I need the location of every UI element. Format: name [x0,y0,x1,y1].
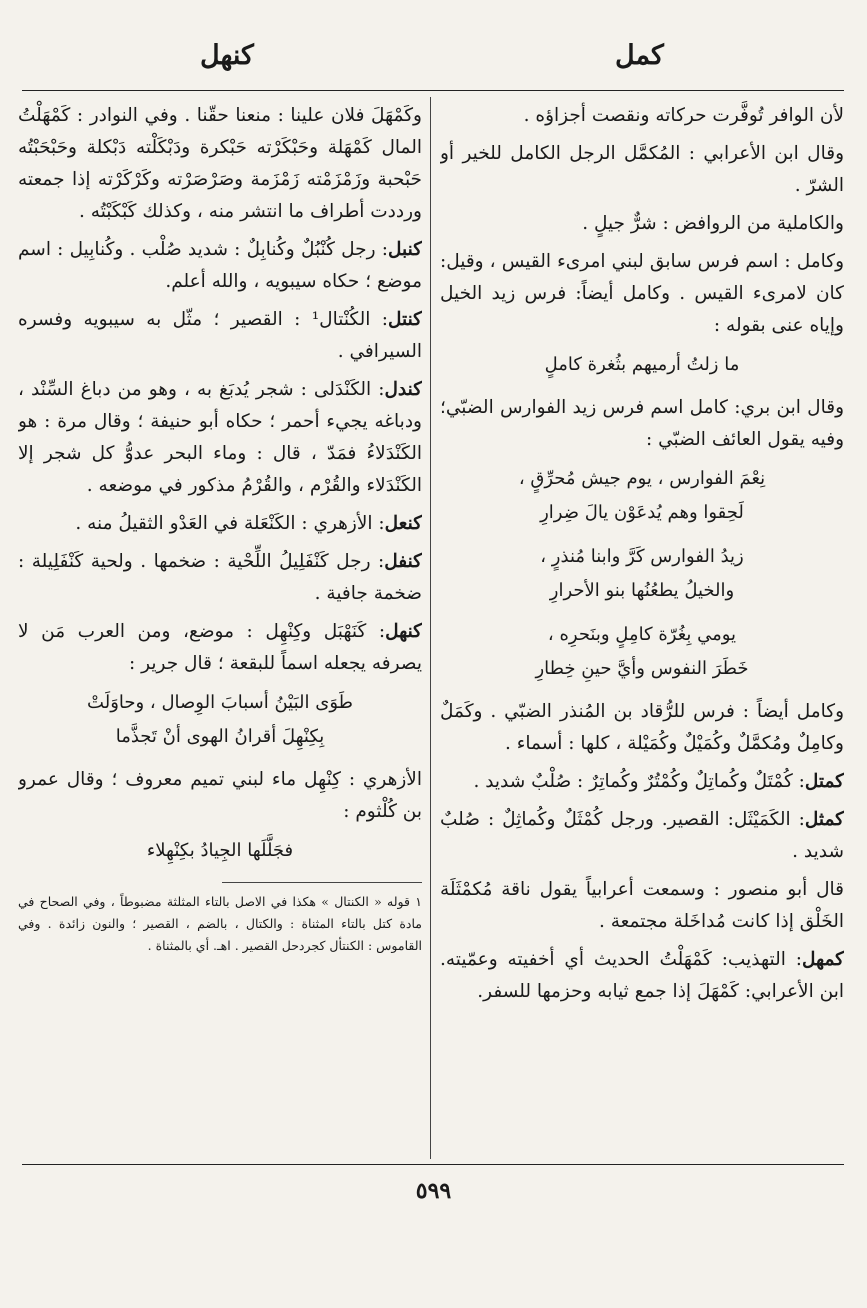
entry-headword: كنتل [388,309,422,330]
dictionary-entry [18,374,422,502]
verse-line: لَحِقوا وهم يُدعَوْن يالَ ضِرارِ [540,502,744,523]
entry-text: : رجل كَنْفَلِيلُ اللِّحْية : ضخمها . ولحية كَنْفَلِيلة : ضخمة جافية . [18,551,422,604]
verse-line: طَوَى البَيْنُ أسبابَ الوِصال ، وحاوَلَتْ [87,692,353,713]
top-rule [22,90,844,91]
verse-line: نِعْمَ الفوارس ، يوم جيش مُحرِّقٍ ، [518,468,766,489]
dictionary-entry [18,508,422,540]
right-column [440,100,844,1155]
dictionary-entry [18,616,422,680]
paragraph: وكامل : اسم فرس سابق لبني امرىء القيس ، وقيل: كان لامرىء القيس . وكامل أيضاً: فرس زيد الخيل وإياه عنى بقوله : [440,251,844,336]
entry-headword: كندل [384,379,422,400]
entry-headword: كمثل [804,809,844,830]
verse-block [440,348,844,382]
entry-headword: كنفل [384,551,422,572]
entry-headword: كنعل [384,513,422,534]
footnote-separator [222,882,422,883]
verse-block [18,686,422,754]
footnote: ١ قوله « الكنتال » هكذا في الاصل بالتاء المثلثة مضبوطاً ، وفي الصحاح في مادة كتل بالتاء المثناة : والكتال ، بالضم ، القصير ؛ والنون زائدة . وفي القاموس : الكنتأل كجردحل القصير . اهـ. أي بالمثناة . [18,894,422,953]
dictionary-entry [440,766,844,798]
paragraph: وقال ابن بري: كامل اسم فرس زيد الفوارس الضبّي؛ وفيه يقول العائف الضبّي : [440,397,844,450]
entry-text: : الكُنْتال¹ : القصير ؛ مثّل به سيبويه وفسره السيرافي . [18,309,422,362]
header-word-right: كمل [615,40,664,71]
verse-line: زيدُ الفوارس كَرَّ وابنا مُنذرٍ ، [540,546,744,567]
verse-line: فجَلَّلَها الجِيادُ بكِنْهِلاء [146,840,294,861]
entry-text: : رجل كُنْبُلٌ وكُنابِلٌ : شديد صُلْب . وكُنابِيل : اسم موضع ؛ حكاه سيبويه ، والله أعلم. [18,239,422,292]
entry-text: : التهذيب: كَمْهَلْتُ الحديث أي أخفيته وعمّيته. ابن الأعرابي: كَمْهَلَ إذا جمع ثيابه وحزمها للسفر. [440,949,844,1002]
verse-block [440,618,844,686]
dictionary-entry [440,804,844,868]
entry-text: : كُمْتَلٌ وكُماتِلٌ وكُمْتُرٌ وكُماتِرٌ : صُلْبٌ شديد . [473,771,805,792]
entry-headword: كنهل [385,621,422,642]
column-divider [430,97,431,1159]
entry-text: : الكَمَيْثَل: القصير. ورجل كُمْثَلٌ وكُماثِلٌ : صُلبٌ شديد . [440,809,844,862]
verse-line: ما زلتُ أرميهم بثُغرة كاملٍ [544,354,740,375]
bottom-rule [22,1164,844,1165]
verse-line: بِكِنْهِلَ أقرانُ الهوى أنْ تَجذَّما [115,726,325,747]
page-number: ٥٩٩ [415,1178,452,1204]
paragraph: والكاملية من الروافض : شرٌّ جيلٍ . [582,213,844,234]
entry-headword: كمهل [801,949,844,970]
dictionary-entry [440,944,844,1008]
dictionary-entry [18,234,422,298]
paragraph: وقال ابن الأعرابي : المُكمَّل الرجل الكامل للخير أو الشرّ . [440,143,844,196]
paragraph: لأن الوافر تُوفَّرت حركاته ونقصت أجزاؤه . [523,105,844,126]
verse-block [18,834,422,868]
verse-line: خَطَرَ النفوس وأيَّ حينِ خِطارِ [535,658,749,679]
paragraph: الأزهري : كِنْهِل ماء لبني تميم معروف ؛ وقال عمرو بن كُلْثوم : [18,769,422,822]
entry-text: : الأزهري : الكَنْعَلة في العَدْو الثقيلُ منه . [75,513,385,534]
entry-headword: كمتل [804,771,844,792]
entry-headword: كنبل [388,239,422,260]
paragraph: وكامل أيضاً : فرس للرُّقاد بن المُنذر الضبّي . وكَمَلٌ وكامِلٌ ومُكمَّلٌ وكُمَيْلٌ وكُمَيْلة ، كلها : أسماء . [440,701,844,754]
paragraph: وكَمْهَلَ فلان علينا : منعنا حقّنا . وفي النوادر : كَمْهَلْتُ المال كَمْهَلة وحَبْكَرْته حَبْكرة ودَبْكَلْته دَبْكلة وحَبْحَبْتُه حَبْحبة وزَمْزَمْته زَمْزَمة وصَرْصَرْته وكَرْكَرْته إذا جمعته ورددت أطراف ما انتشر منه ، وكذلك كَبْكَبْتُه . [18,105,422,222]
page-header [0,40,867,90]
verse-block [440,462,844,530]
dictionary-entry [18,546,422,610]
left-column [18,100,422,1155]
verse-line: يومي بِغُرّة كامِلٍ وبنَحرِه ، [547,624,737,645]
verse-block [440,540,844,608]
entry-text: : كَنَهْبَل وكِنْهِل : موضع، ومن العرب مَن لا يصرفه يجعله اسماً للبقعة ؛ قال جرير : [18,621,422,674]
entry-text: : الكَنْدَلى : شجر يُدبَغ به ، وهو من دباغ السِّنْد ، ودباغه يجيء أحمر ؛ حكاه أبو حنيفة ؛ وقال مرة : هو الكَنْدَلاءُ فمَدّ ، قال : وماء البحر عدوُّ كل شجر إلا الكَنْدَلاء والقُرْم ، والقُرْمُ مذكور في موضعه . [18,379,422,496]
verse-line: والخيلُ يطعُنُها بنو الأحرارِ [549,580,735,601]
header-word-left: كنهل [200,40,254,71]
dictionary-entry [18,304,422,368]
paragraph: قال أبو منصور : وسمعت أعرابياً يقول ناقة مُكمْثَلَة الخَلْق إذا كانت مُداخَلة مجتمعة . [440,879,844,932]
